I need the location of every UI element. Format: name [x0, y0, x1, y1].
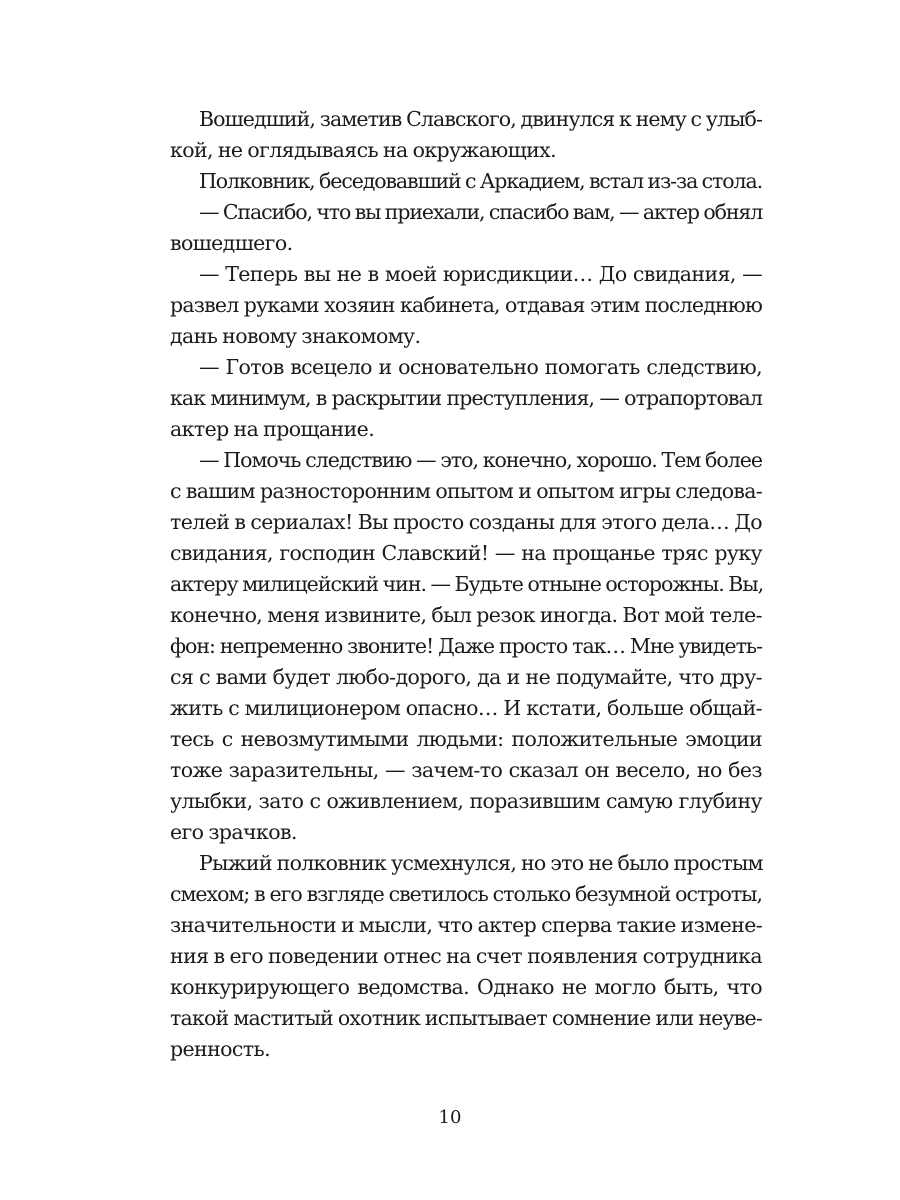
text-line: — Теперь вы не в моей юрисдикции… До свидания, — [199, 262, 762, 286]
text-line: с вашим разносторонним опытом и опытом игры следова- [170, 479, 762, 503]
text-line: улыбки, зато с оживлением, поразившим самую глубину [170, 789, 762, 813]
text-line: ния в его поведении отнес на счет появления сотрудника [170, 944, 762, 968]
text-line: — Помочь следствию — это, конечно, хорошо. Тем более [199, 448, 762, 472]
text-line: Полковник, беседовавший с Аркадием, встал из-за стола. [199, 169, 762, 193]
text-line: Вошедший, заметив Славского, двинулся к нему с улыб- [199, 107, 762, 131]
text-line: тесь с невозмутимыми людьми: положительные эмоции [170, 727, 762, 751]
text-line: кой, не оглядываясь на окружающих. [170, 138, 557, 162]
page-number: 10 [438, 1107, 462, 1128]
text-line: развел руками хозяин кабинета, отдавая этим последнюю [170, 293, 762, 317]
text-line: конечно, меня извините, был резок иногда. Вот мой теле- [170, 603, 762, 627]
body-text [170, 104, 762, 1065]
text-line: вошедшего. [170, 231, 293, 255]
text-line: значительности и мысли, что актер сперва такие измене- [170, 913, 763, 937]
text-line: ренность. [170, 1037, 271, 1061]
text-line: его зрачков. [170, 820, 297, 844]
text-line: жить с милиционером опасно… И кстати, больше общай- [170, 696, 762, 720]
text-line: актер на прощание. [170, 417, 375, 441]
text-line: тоже заразительны, — зачем-то сказал он весело, но без [170, 758, 762, 782]
text-line: телей в сериалах! Вы просто созданы для этого дела… До [170, 510, 762, 534]
text-line: как минимум, в раскрытии преступления, — отрапортовал [170, 386, 762, 410]
text-line: смехом; в его взгляде светилось столько безумной остроты, [170, 882, 762, 906]
text-line: конкурирующего ведомства. Однако не могло быть, что [170, 975, 762, 999]
text-line: свидания, господин Славский! — на прощанье тряс руку [170, 541, 762, 565]
text-line: фон: непременно звоните! Даже просто так… Мне увидеть- [170, 634, 762, 658]
text-line: — Готов всецело и основательно помогать следствию, [199, 355, 762, 379]
text-line: актеру милицейский чин. — Будьте отныне осторожны. Вы, [170, 572, 764, 596]
text-line: такой маститый охотник испытывает сомнение или неуве- [170, 1006, 762, 1030]
text-line: ся с вами будет любо-дорого, да и не подумайте, что дру- [170, 665, 762, 689]
text-line: — Спасибо, что вы приехали, спасибо вам, — актер обнял [199, 200, 763, 224]
text-line: Рыжий полковник усмехнулся, но это не было простым [199, 851, 763, 875]
text-line: дань новому знакомому. [170, 324, 421, 348]
